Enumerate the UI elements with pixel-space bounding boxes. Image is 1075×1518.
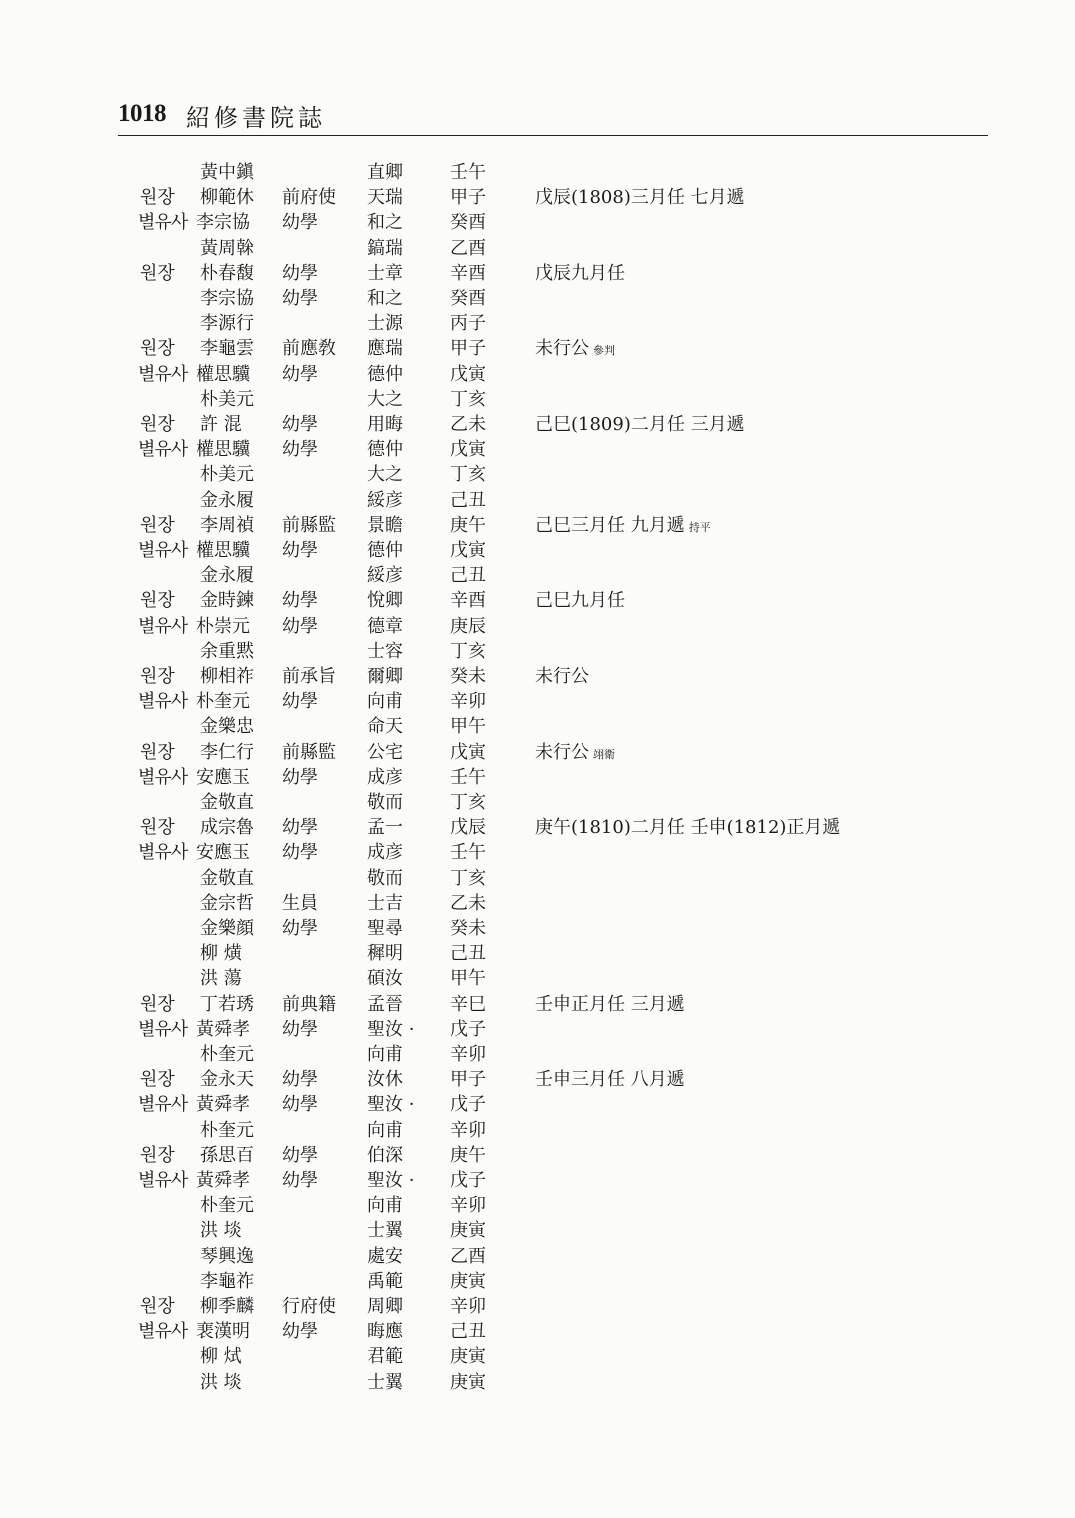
birth-year-ganzhi: 戊寅	[450, 439, 486, 461]
birth-year-ganzhi: 己丑	[450, 565, 486, 587]
birth-year-ganzhi: 丁亥	[450, 867, 486, 889]
courtesy-name: 士翼	[367, 1371, 403, 1393]
table-row	[0, 1344, 1075, 1369]
table-row	[0, 614, 1075, 639]
person-name: 柳 熿	[200, 943, 242, 965]
person-title: 幼學	[282, 1170, 318, 1191]
birth-year-ganzhi: 辛巳	[450, 993, 486, 1015]
person-name: 李宗協	[200, 288, 254, 309]
person-name: 權思驥	[196, 363, 250, 385]
birth-year-ganzhi: 甲午	[450, 716, 486, 738]
tenure-note-sub: 參判	[593, 344, 615, 358]
courtesy-name: 敬而	[367, 867, 403, 889]
birth-year-ganzhi: 乙未	[450, 414, 486, 435]
birth-year-ganzhi: 辛卯	[450, 1119, 486, 1141]
role-label: 별유사	[138, 766, 188, 788]
tenure-note-text: 未行公	[535, 338, 589, 360]
tenure-note-text: 戊辰九月任	[535, 262, 625, 284]
tenure-note	[535, 992, 915, 1017]
person-title: 幼學	[282, 212, 318, 234]
table-row	[0, 740, 1075, 765]
role-label: 원장	[140, 1069, 175, 1091]
birth-year-ganzhi: 辛酉	[450, 590, 486, 612]
person-title: 幼學	[282, 288, 318, 309]
page-number: 1018	[118, 100, 166, 127]
courtesy-name: 敬而	[367, 792, 403, 813]
courtesy-name: 君範	[367, 1346, 403, 1368]
table-row	[0, 185, 1075, 210]
person-name: 裵漢明	[196, 1321, 250, 1343]
table-row	[0, 160, 1075, 185]
person-name: 李仁行	[200, 741, 254, 763]
table-row	[0, 538, 1075, 563]
person-title: 幼學	[282, 1321, 318, 1343]
courtesy-name: 悅卿	[367, 590, 403, 612]
birth-year-ganzhi: 戊寅	[450, 363, 486, 385]
person-title: 幼學	[282, 918, 318, 939]
person-title: 前府使	[282, 187, 336, 209]
courtesy-name: 向甫	[367, 691, 403, 713]
table-row	[0, 1218, 1075, 1243]
birth-year-ganzhi: 丁亥	[450, 388, 486, 410]
person-name: 安應玉	[196, 842, 250, 864]
courtesy-name: 用晦	[367, 414, 403, 435]
person-name: 李龜雲	[200, 338, 254, 360]
birth-year-ganzhi: 辛卯	[450, 1195, 486, 1217]
table-row	[0, 1319, 1075, 1344]
courtesy-name: 德章	[367, 615, 403, 637]
birth-year-ganzhi: 戊寅	[450, 741, 486, 763]
table-row	[0, 840, 1075, 865]
role-label: 원장	[140, 514, 175, 536]
birth-year-ganzhi: 癸酉	[450, 212, 486, 234]
table-row	[0, 210, 1075, 235]
birth-year-ganzhi: 甲午	[450, 968, 486, 990]
birth-year-ganzhi: 甲子	[450, 338, 486, 360]
courtesy-name: 處安	[367, 1245, 403, 1267]
birth-year-ganzhi: 戊寅	[450, 540, 486, 561]
person-name: 朴崇元	[196, 615, 250, 637]
role-label: 별유사	[138, 1170, 188, 1191]
table-row	[0, 1193, 1075, 1218]
table-row	[0, 689, 1075, 714]
person-name: 金時鍊	[200, 590, 254, 612]
birth-year-ganzhi: 庚午	[450, 514, 486, 536]
person-name: 李周禎	[200, 514, 254, 536]
table-row	[0, 664, 1075, 689]
table-row	[0, 1244, 1075, 1269]
role-label: 별유사	[138, 540, 188, 561]
tenure-note-text: 未行公	[535, 741, 589, 763]
person-title: 前承旨	[282, 666, 336, 687]
table-row	[0, 916, 1075, 941]
person-title: 幼學	[282, 1094, 318, 1116]
birth-year-ganzhi: 丁亥	[450, 464, 486, 486]
courtesy-name: 天瑞	[367, 187, 403, 209]
table-row	[0, 1294, 1075, 1319]
courtesy-name: 大之	[367, 388, 403, 410]
person-name: 朴奎元	[196, 691, 250, 713]
tenure-note-sub: 翊衛	[593, 747, 615, 761]
birth-year-ganzhi: 癸未	[450, 918, 486, 939]
birth-year-ganzhi: 丁亥	[450, 792, 486, 813]
role-label: 별유사	[138, 1018, 188, 1040]
courtesy-name: 德仲	[367, 540, 403, 561]
table-row	[0, 866, 1075, 891]
birth-year-ganzhi: 辛酉	[450, 262, 486, 284]
person-name: 黃舜孝	[196, 1170, 250, 1191]
person-name: 黃周榦	[200, 237, 254, 259]
tenure-note-text: 己巳九月任	[535, 590, 625, 612]
courtesy-name: 汝休	[367, 1069, 403, 1091]
person-title: 幼學	[282, 691, 318, 713]
person-name: 朴奎元	[200, 1119, 254, 1141]
role-label: 별유사	[138, 439, 188, 461]
courtesy-name: 聖汝 ·	[367, 1018, 415, 1040]
courtesy-name: 聖尋	[367, 918, 403, 939]
person-title: 前縣監	[282, 741, 336, 763]
tenure-note-text: 戊辰(1808)三月任 七月遞	[535, 187, 745, 209]
courtesy-name: 命天	[367, 716, 403, 738]
person-name: 金宗哲	[200, 892, 254, 914]
courtesy-name: 和之	[367, 288, 403, 309]
person-name: 金樂顔	[200, 918, 254, 939]
person-name: 許 混	[200, 414, 242, 435]
table-row	[0, 941, 1075, 966]
courtesy-name: 禹範	[367, 1270, 403, 1292]
table-row	[0, 891, 1075, 916]
birth-year-ganzhi: 乙未	[450, 892, 486, 914]
role-label: 원장	[140, 741, 175, 763]
person-name: 孫思百	[200, 1144, 254, 1166]
birth-year-ganzhi: 庚午	[450, 1144, 486, 1166]
courtesy-name: 成彦	[367, 842, 403, 864]
tenure-note	[535, 261, 915, 286]
courtesy-name: 景瞻	[367, 514, 403, 536]
birth-year-ganzhi: 丙子	[450, 313, 486, 335]
role-label: 별유사	[138, 212, 188, 234]
person-title: 幼學	[282, 1144, 318, 1166]
birth-year-ganzhi: 庚寅	[450, 1270, 486, 1292]
role-label: 원장	[140, 817, 175, 839]
birth-year-ganzhi: 己丑	[450, 489, 486, 511]
tenure-note	[535, 740, 915, 767]
person-name: 金永天	[200, 1069, 254, 1091]
table-row	[0, 513, 1075, 538]
person-title: 幼學	[282, 590, 318, 612]
courtesy-name: 鎬瑞	[367, 237, 403, 259]
birth-year-ganzhi: 辛卯	[450, 1296, 486, 1317]
person-name: 黃中鎭	[200, 162, 254, 183]
table-row	[0, 765, 1075, 790]
birth-year-ganzhi: 壬午	[450, 162, 486, 183]
person-title: 前縣監	[282, 514, 336, 536]
book-title: 紹修書院誌	[186, 104, 326, 132]
table-row	[0, 1370, 1075, 1395]
courtesy-name: 伯深	[367, 1144, 403, 1166]
courtesy-name: 士吉	[367, 892, 403, 914]
role-label: 별유사	[138, 842, 188, 864]
table-row	[0, 1092, 1075, 1117]
person-title: 前典籍	[282, 993, 336, 1015]
tenure-note-text: 壬申正月任 三月遞	[535, 993, 685, 1015]
birth-year-ganzhi: 庚寅	[450, 1220, 486, 1242]
table-row	[0, 236, 1075, 261]
role-label: 별유사	[138, 691, 188, 713]
table-row	[0, 462, 1075, 487]
tenure-note	[535, 185, 915, 210]
person-title: 幼學	[282, 766, 318, 788]
table-row	[0, 1143, 1075, 1168]
courtesy-name: 士容	[367, 640, 403, 662]
tenure-note-text: 庚午(1810)二月任 壬申(1812)正月遞	[535, 817, 841, 839]
person-name: 洪 蕩	[200, 968, 242, 990]
person-name: 安應玉	[196, 766, 250, 788]
person-title: 幼學	[282, 1018, 318, 1040]
person-title: 幼學	[282, 615, 318, 637]
courtesy-name: 和之	[367, 212, 403, 234]
courtesy-name: 向甫	[367, 1195, 403, 1217]
table-row	[0, 1067, 1075, 1092]
role-label: 원장	[140, 993, 175, 1015]
role-label: 별유사	[138, 1321, 188, 1343]
courtesy-name: 士章	[367, 262, 403, 284]
person-title: 生員	[282, 892, 318, 914]
birth-year-ganzhi: 庚辰	[450, 615, 486, 637]
courtesy-name: 周卿	[367, 1296, 403, 1317]
role-label: 별유사	[138, 363, 188, 385]
person-title: 幼學	[282, 842, 318, 864]
person-name: 余重黙	[200, 640, 254, 662]
role-label: 원장	[140, 414, 175, 435]
birth-year-ganzhi: 乙酉	[450, 1245, 486, 1267]
table-row	[0, 1118, 1075, 1143]
courtesy-name: 爾卿	[367, 666, 403, 687]
person-name: 洪 埮	[200, 1220, 242, 1242]
birth-year-ganzhi: 己丑	[450, 943, 486, 965]
courtesy-name: 士翼	[367, 1220, 403, 1242]
table-row	[0, 1042, 1075, 1067]
person-name: 李源行	[200, 313, 254, 335]
table-row	[0, 261, 1075, 286]
birth-year-ganzhi: 壬午	[450, 842, 486, 864]
birth-year-ganzhi: 己丑	[450, 1321, 486, 1343]
birth-year-ganzhi: 戊子	[450, 1018, 486, 1040]
courtesy-name: 綏彦	[367, 565, 403, 587]
courtesy-name: 向甫	[367, 1119, 403, 1141]
person-name: 洪 埮	[200, 1371, 242, 1393]
role-label: 별유사	[138, 615, 188, 637]
table-row	[0, 790, 1075, 815]
tenure-note	[535, 412, 915, 437]
table-row	[0, 1269, 1075, 1294]
person-title: 幼學	[282, 1069, 318, 1091]
birth-year-ganzhi: 甲子	[450, 1069, 486, 1091]
courtesy-name: 向甫	[367, 1044, 403, 1065]
person-title: 行府使	[282, 1296, 336, 1317]
person-name: 琴興逸	[200, 1245, 254, 1267]
person-title: 幼學	[282, 439, 318, 461]
table-row	[0, 387, 1075, 412]
person-name: 柳相祚	[200, 666, 254, 687]
person-title: 前應敎	[282, 338, 336, 360]
table-row	[0, 311, 1075, 336]
courtesy-name: 孟晉	[367, 993, 403, 1015]
person-name: 黃舜孝	[196, 1094, 250, 1116]
table-row	[0, 1168, 1075, 1193]
person-name: 朴奎元	[200, 1195, 254, 1217]
person-title: 幼學	[282, 817, 318, 839]
person-title: 幼學	[282, 363, 318, 385]
person-name: 黃舜孝	[196, 1018, 250, 1040]
role-label: 원장	[140, 187, 175, 209]
tenure-note	[535, 588, 915, 613]
table-row	[0, 1017, 1075, 1042]
table-row	[0, 362, 1075, 387]
role-label: 원장	[140, 590, 175, 612]
table-row	[0, 336, 1075, 361]
table-row	[0, 588, 1075, 613]
person-name: 金樂忠	[200, 716, 254, 738]
person-name: 金永履	[200, 489, 254, 511]
tenure-note-text: 己巳(1809)二月任 三月遞	[535, 414, 745, 435]
courtesy-name: 成彦	[367, 766, 403, 788]
person-name: 朴美元	[200, 464, 254, 486]
birth-year-ganzhi: 辛卯	[450, 691, 486, 713]
person-title: 幼學	[282, 540, 318, 561]
tenure-note	[535, 815, 915, 840]
person-name: 金敬直	[200, 792, 254, 813]
birth-year-ganzhi: 癸酉	[450, 288, 486, 309]
tenure-note	[535, 1067, 915, 1092]
table-row	[0, 563, 1075, 588]
courtesy-name: 晦應	[367, 1321, 403, 1343]
birth-year-ganzhi: 乙酉	[450, 237, 486, 259]
person-name: 李宗協	[196, 212, 250, 234]
person-name: 李龜祚	[200, 1270, 254, 1292]
person-title: 幼學	[282, 414, 318, 435]
courtesy-name: 聖汝 ·	[367, 1170, 415, 1191]
birth-year-ganzhi: 壬午	[450, 766, 486, 788]
person-name: 金敬直	[200, 867, 254, 889]
table-row	[0, 412, 1075, 437]
courtesy-name: 應瑞	[367, 338, 403, 360]
tenure-note-sub: 持平	[688, 520, 711, 534]
tenure-note	[535, 513, 915, 540]
person-title: 幼學	[282, 262, 318, 284]
courtesy-name: 德仲	[367, 439, 403, 461]
person-name: 權思驥	[196, 439, 250, 461]
tenure-note	[535, 664, 915, 689]
courtesy-name: 碩汝	[367, 968, 403, 990]
tenure-note-text: 未行公	[535, 666, 589, 687]
courtesy-name: 大之	[367, 464, 403, 486]
person-name: 朴春馥	[200, 262, 254, 284]
birth-year-ganzhi: 戊子	[450, 1094, 486, 1116]
table-row	[0, 966, 1075, 991]
courtesy-name: 士源	[367, 313, 403, 335]
birth-year-ganzhi: 庚寅	[450, 1371, 486, 1393]
courtesy-name: 孟一	[367, 817, 403, 839]
person-name: 成宗魯	[200, 817, 254, 839]
role-label: 별유사	[138, 1094, 188, 1116]
birth-year-ganzhi: 癸未	[450, 666, 486, 687]
courtesy-name: 公宅	[367, 741, 403, 763]
table-row	[0, 992, 1075, 1017]
role-label: 원장	[140, 1296, 175, 1317]
tenure-note	[535, 336, 915, 363]
tenure-note-text: 壬申三月任 八月遞	[535, 1069, 685, 1091]
birth-year-ganzhi: 戊辰	[450, 817, 486, 839]
birth-year-ganzhi: 戊子	[450, 1170, 486, 1191]
person-name: 柳季麟	[200, 1296, 254, 1317]
tenure-note-text: 己巳三月任 九月遞	[535, 514, 685, 536]
table-row	[0, 815, 1075, 840]
person-name: 金永履	[200, 565, 254, 587]
birth-year-ganzhi: 丁亥	[450, 640, 486, 662]
courtesy-name: 穉明	[367, 943, 403, 965]
birth-year-ganzhi: 辛卯	[450, 1044, 486, 1065]
person-name: 朴美元	[200, 388, 254, 410]
role-label: 원장	[140, 262, 175, 284]
person-name: 柳範休	[200, 187, 254, 209]
role-label: 원장	[140, 338, 175, 360]
person-name: 丁若琇	[200, 993, 254, 1015]
role-label: 원장	[140, 1144, 175, 1166]
table-row	[0, 286, 1075, 311]
table-row	[0, 714, 1075, 739]
person-name: 柳 烒	[200, 1346, 242, 1368]
courtesy-name: 綏彦	[367, 489, 403, 511]
table-row	[0, 639, 1075, 664]
table-row	[0, 437, 1075, 462]
courtesy-name: 直卿	[367, 162, 403, 183]
role-label: 원장	[140, 666, 175, 687]
birth-year-ganzhi: 庚寅	[450, 1346, 486, 1368]
person-name: 權思驥	[196, 540, 250, 561]
courtesy-name: 聖汝 ·	[367, 1094, 415, 1116]
person-name: 朴奎元	[200, 1044, 254, 1065]
table-row	[0, 488, 1075, 513]
courtesy-name: 德仲	[367, 363, 403, 385]
birth-year-ganzhi: 甲子	[450, 187, 486, 209]
